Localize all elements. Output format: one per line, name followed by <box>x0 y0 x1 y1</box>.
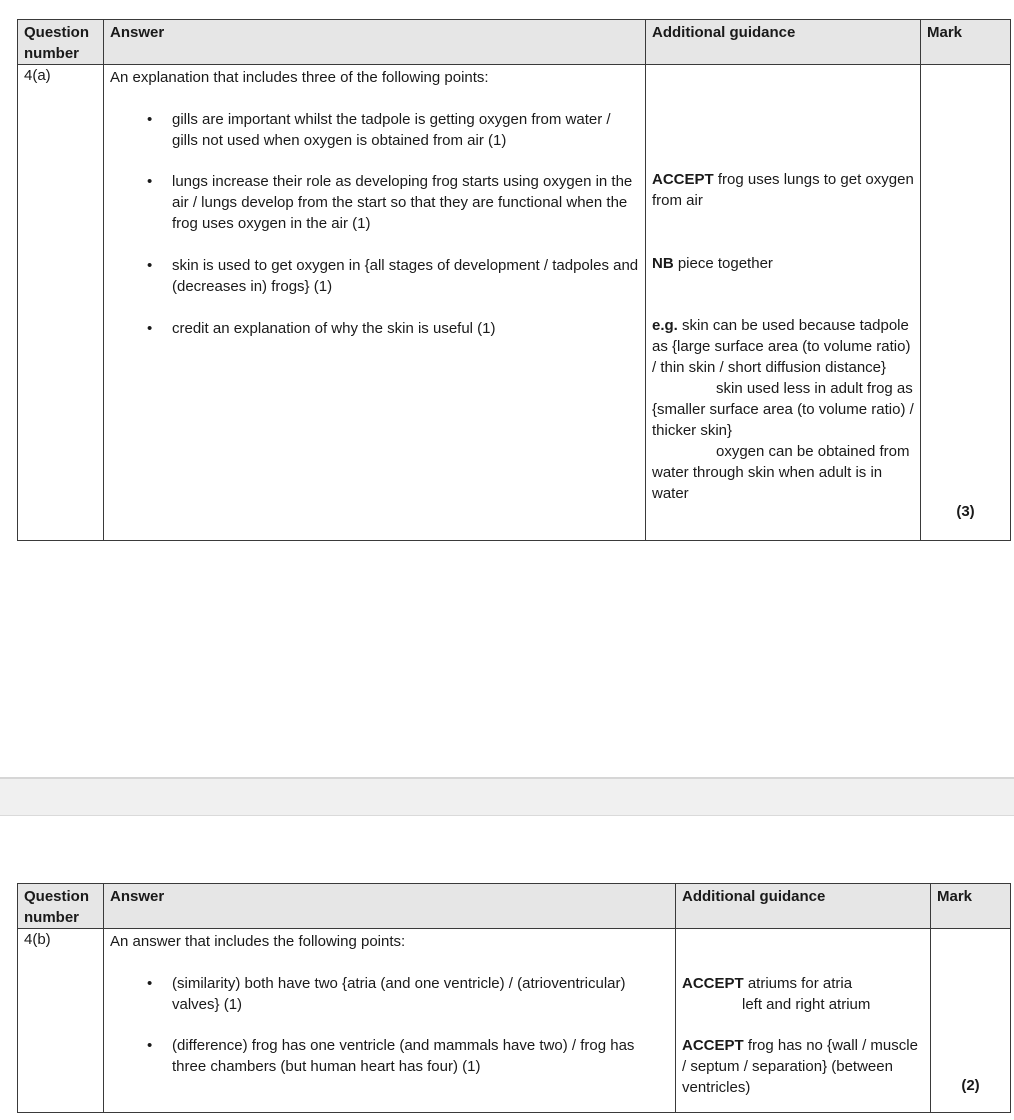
answer-point-similarity: • (similarity) both have two {atria (and one ventricle) / (atrioventricular) valves} (1) <box>110 973 669 1015</box>
answer-points <box>110 973 669 1077</box>
answer-row <box>18 929 1011 1113</box>
answer-point-skin: • skin is used to get oxygen in {all stages of development / tadpoles and (decreases in) frogs} (1) <box>110 255 639 297</box>
answer-point-gills: • gills are important whilst the tadpole is getting oxygen from water / gills not used when oxygen is obtained from air (1) <box>110 109 639 151</box>
mark-value-4b: (2) <box>961 1077 980 1094</box>
guidance-nb <box>652 253 914 274</box>
answer-cell <box>104 929 676 1113</box>
eg-line-3 <box>652 441 914 504</box>
accept-line-2-text: left and right atrium <box>742 996 871 1013</box>
question-number-4a: 4(a) <box>18 65 104 541</box>
answer-points <box>110 109 639 339</box>
guidance-accept-wall <box>682 1035 924 1098</box>
mark-scheme-table-4a <box>17 19 1011 541</box>
header-guidance: Additional guidance <box>646 20 921 65</box>
guidance-cell <box>676 929 931 1113</box>
header-guidance: Additional guidance <box>676 884 931 929</box>
mark-scheme-table-4b <box>17 883 1011 1113</box>
header-question-number: Question number <box>18 884 104 929</box>
answer-point-difference: • (difference) frog has one ventricle (and mammals have two) / frog has three chambers (but human heart has four) (1) <box>110 1035 669 1077</box>
guidance-cell <box>646 65 921 541</box>
accept-label: ACCEPT <box>652 171 714 188</box>
accept-label: ACCEPT <box>682 1037 744 1054</box>
question-number-4b: 4(b) <box>18 929 104 1113</box>
accept-line-2 <box>682 994 924 1015</box>
answer-cell <box>104 65 646 541</box>
accept-label: ACCEPT <box>682 975 744 992</box>
header-row <box>18 20 1011 65</box>
answer-intro: An answer that includes the following points: <box>110 933 406 950</box>
header-answer: Answer <box>104 884 676 929</box>
eg-label: e.g. <box>652 317 678 334</box>
answer-row <box>18 65 1011 541</box>
eg-line-2-text: skin used less in adult frog as {smaller surface area (to volume ratio) / thicker skin} <box>652 380 914 439</box>
accept-text: atriums for atria <box>743 975 853 992</box>
nb-text: piece together <box>673 255 773 272</box>
mark-cell <box>931 929 1011 1113</box>
page-separator <box>0 777 1014 816</box>
header-question-number: Question number <box>18 20 104 65</box>
answer-point-lungs: • lungs increase their role as developing frog starts using oxygen in the air / lungs develop from the start so that they are functional when the frog uses oxygen in the air (1) <box>110 171 639 234</box>
nb-label: NB <box>652 255 674 272</box>
guidance-example <box>652 315 914 504</box>
accept-text: frog uses lungs to get oxygen from air <box>652 171 914 209</box>
accept-text: frog has no {wall / muscle / septum / separation} (between ventricles) <box>682 1037 918 1096</box>
answer-intro: An explanation that includes three of the following points: <box>110 69 489 86</box>
header-mark: Mark <box>931 884 1011 929</box>
header-mark: Mark <box>921 20 1011 65</box>
header-row <box>18 884 1011 929</box>
header-answer: Answer <box>104 20 646 65</box>
mark-value-4a: (3) <box>956 503 975 520</box>
guidance-accept <box>652 169 914 211</box>
mark-cell <box>921 65 1011 541</box>
guidance-accept-atriums <box>682 973 924 1015</box>
eg-text: skin can be used because tadpole as {large surface area (to volume ratio) / thin skin / short diffusion distance} <box>652 317 911 376</box>
answer-point-credit: • credit an explanation of why the skin is useful (1) <box>110 318 639 339</box>
eg-line-3-text: oxygen can be obtained from water through skin when adult is in water <box>652 443 910 502</box>
eg-line-2 <box>652 378 914 441</box>
